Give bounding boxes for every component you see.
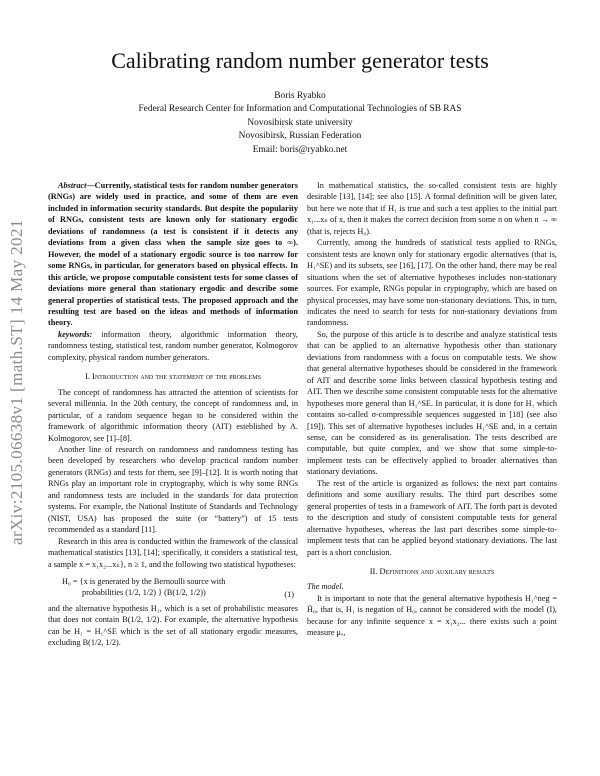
paragraph: So, the purpose of this article is to describe and analyze statistical tests that can be applied to an alternative hypothesis other than stationary deviations from randomness with a focus on computable tests. We show that general alternative hypotheses should be considered in the framework of AIT and describe some links between classical hypothesis testing and AIT. Then we describe some consistent computable tests for the alternative hypotheses more general than H₁^SE. In particular, it is done for H₁ which contains so-called σ-compressible sequences suggested in [18] (see also [19]). This set of alternative hypotheses includes H₁^SE and, in a certain sense, can be considered as its generalisation. The tests described are computable, but quite complex, and we show that some simple-to-implement tests can be effectively applied to broader alternatives than stationary deviations. — [307, 329, 557, 477]
equation-line: H₀ = {x is generated by the Bernoulli source with — [62, 576, 226, 586]
abstract-label: Abstract — [58, 181, 87, 190]
left-column — [48, 180, 298, 649]
paper-title: Calibrating random number generator tests — [111, 48, 489, 73]
affiliation-line: Novosibirsk, Russian Federation — [238, 131, 362, 142]
keywords-text: information theory, algorithmic information theory, randomness testing, statistical test, random number generator, Kolmogorov complexity, physical random number generators. — [48, 329, 298, 362]
equation-line: probabilities (1/2, 1/2) } (B(1/2, 1/2)) — [82, 588, 206, 598]
paragraph: Currently, among the hundreds of statistical tests applied to RNGs, consistent tests are known only for stationary ergodic alternatives (that is, H₁^SE) and its subsets, see [16], [17]. On the other hand, there may be real situations when the set of alternative hypotheses includes non-stationary sources. For example, RNGs popular in cryptography, which are based on physical processes, may have some non-stationary deviations. This, in turn, indicates the need to search for tests for non-stationary deviations from randomness. — [307, 238, 557, 328]
right-column — [307, 180, 557, 639]
abstract-text: —Currently, statistical tests for random number generators (RNGs) are widely used in practice, and some of them are even included in information security standards. But despite the popularity of RNGs, consistent tests are known only for stationary ergodic deviations of randomness (a test is consistent if it detects any deviations from a given class when the sample size goes to ∞). However, the model of a stationary ergodic source is too narrow for some RNGs, in particular, for generators based on physical effects. In this article, we propose computable consistent tests for some classes of deviations more general than stationary ergodic and describe some general properties of statistical tests. The proposed approach and the resulting test are based on the ideas and methods of information theory. — [48, 181, 298, 328]
subsection-heading: The model. — [307, 582, 344, 592]
affiliation-line: Federal Research Center for Information and Computational Technologies of SB RAS — [138, 104, 462, 115]
abstract — [48, 180, 298, 329]
section-heading: I. Introduction and the statement of the problems — [85, 372, 261, 382]
author-email: Email: boris@ryabko.net — [252, 144, 348, 155]
section-heading: II. Definitions and auxilary results — [369, 566, 495, 576]
paragraph: Another line of research on randomness and randomness testing has been developed by researchers who develop practical random number generators (RNGs) and tests for them, see [9]–[12]. It is worth noting that RNGs play an important role in cryptography, which is why some RNGs and randomness tests are included in the standards for data protection systems. For example, the National Institute of Standards and Technology (NIST, USA) has proposed the suite (or “battery”) of 15 tests recommended as a standard [11]. — [48, 444, 298, 535]
paragraph: It is important to note that the general alternative hypothesis H₁^neg = H̄₀, that is, H₁ is negation of H₀, cannot be considered with the model (I), because for any infinite sequence x = x₁x₂... there exists such a point measure μₓ, — [307, 593, 557, 638]
keywords-label: keywords: — [58, 329, 93, 339]
affiliation-line: Novosibirsk state university — [247, 117, 353, 128]
paragraph: The rest of the article is organized as follows: the next part contains definitions and some auxiliary results. The third part describes some general properties of tests in a framework of AIT. The forth part is devoted to the description and study of consistent computable tests for general alternative hypotheses, whereas the last part describes some simple-to-implement tests that can be applied beyond stationary deviations. The last part is a short conclusion. — [307, 478, 557, 557]
equation — [48, 576, 298, 599]
author-name: Boris Ryabko — [274, 91, 326, 101]
keywords — [48, 329, 298, 363]
arxiv-stamp: arXiv:2105.06638v1 [math.ST] 14 May 2021 — [7, 219, 26, 545]
author-block — [60, 90, 540, 157]
paragraph: The concept of randomness has attracted the attention of scientists for several millennia. In the 20th century, the concept of randomness and, in particular, of a random sequence began to be considered within the framework of algorithmic information theory (AIT) esteblished by A. Kolmogorov, see [1]–[8]. — [48, 387, 298, 443]
paragraph: Research in this area is conducted within the framework of the classical mathematical statistics [13], [14]; specifically, it considers a statistical test, a sample x = x₁x₂...xₙ}, n ≥ 1, and the following two statistical hypotheses: — [48, 536, 298, 569]
paragraph: In mathematical statistics, the so-called consistent tests are highly desirable [13], [14]; see also [15]. A formal definition will be given later, but here we note that if H₁ is true and such a test applies to the initial part x₁...xₙ of x, then it makes the correct decision from some n on when n → ∞ (that is, rejects H₀). — [307, 181, 557, 236]
equation-number: (1) — [284, 589, 294, 599]
paragraph: and the alternative hypothesis H₁, which is a set of probabilistic measures that does not contain B(1/2, 1/2). For example, the alternative hypothesis can be H₁ = H₁^SE which is the set of all stationary ergodic measures, excluding B(1/2, 1/2). — [48, 603, 298, 648]
